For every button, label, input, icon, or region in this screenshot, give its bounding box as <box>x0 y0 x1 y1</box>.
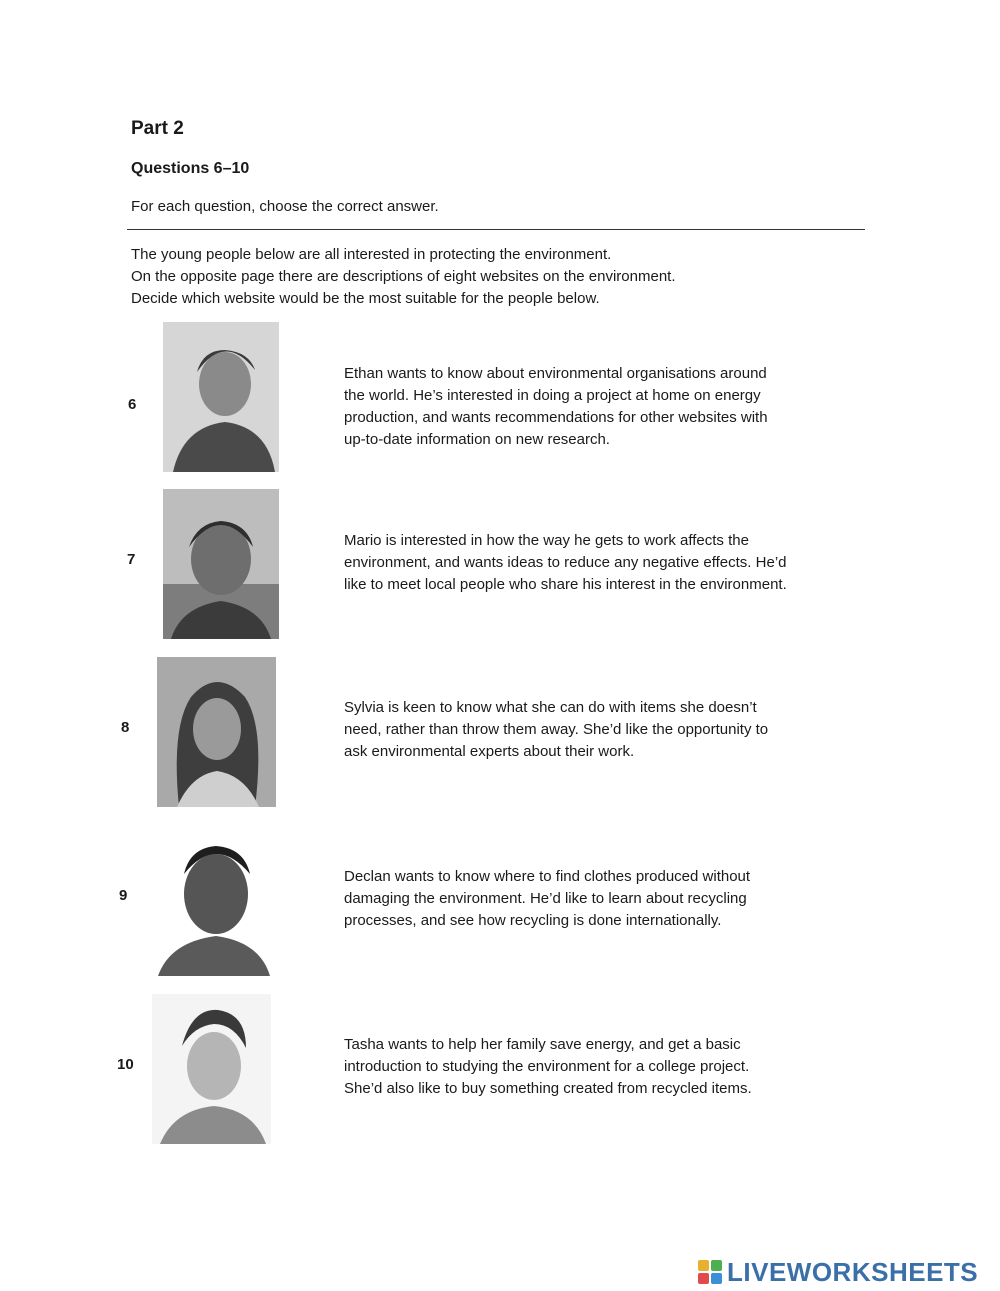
portrait-icon <box>163 322 279 472</box>
logo-square <box>711 1273 722 1284</box>
person-photo <box>152 994 271 1144</box>
intro-line: The young people below are all interested in protecting the environment. <box>131 246 612 263</box>
description-8 <box>344 697 884 763</box>
description-line: damaging the environment. He’d like to learn about recycling <box>344 890 747 907</box>
person-photo <box>163 322 279 472</box>
person-photo <box>154 826 273 976</box>
person-photo <box>157 657 276 807</box>
description-line: processes, and see how recycling is done internationally. <box>344 912 722 929</box>
description-line: the world. He’s interested in doing a project at home on energy <box>344 387 761 404</box>
divider <box>127 229 865 230</box>
question-number: 6 <box>128 396 137 413</box>
description-line: like to meet local people who share his interest in the environment. <box>344 576 787 593</box>
logo-grid-icon <box>698 1260 722 1284</box>
description-10 <box>344 1034 884 1100</box>
description-6 <box>344 363 884 451</box>
description-line: Mario is interested in how the way he gets to work affects the <box>344 532 749 549</box>
question-number: 7 <box>127 551 136 568</box>
liveworksheets-logo <box>698 1257 978 1287</box>
brand-name: LIVEWORKSHEETS <box>727 1256 979 1287</box>
description-line: Sylvia is keen to know what she can do with items she doesn’t <box>344 699 757 716</box>
description-7 <box>344 530 884 596</box>
portrait-icon <box>152 994 271 1144</box>
description-line: up-to-date information on new research. <box>344 431 610 448</box>
description-line: Declan wants to know where to find clothes produced without <box>344 868 751 885</box>
portrait-icon <box>163 489 279 639</box>
portrait-icon <box>157 657 276 807</box>
logo-square <box>711 1260 722 1271</box>
description-9 <box>344 866 884 932</box>
question-number: 10 <box>117 1056 134 1073</box>
intro-paragraph <box>131 244 676 310</box>
description-line: environment, and wants ideas to reduce any negative effects. He’d <box>344 554 787 571</box>
description-line: Ethan wants to know about environmental organisations around <box>344 365 767 382</box>
questions-range: Questions 6–10 <box>131 160 250 177</box>
intro-line: Decide which website would be the most suitable for the people below. <box>131 290 600 307</box>
description-line: production, and wants recommendations for other websites with <box>344 409 768 426</box>
description-line: She’d also like to buy something created from recycled items. <box>344 1080 752 1097</box>
part-title: Part 2 <box>131 118 184 139</box>
description-line: Tasha wants to help her family save energy, and get a basic <box>344 1036 741 1053</box>
description-line: ask environmental experts about their work. <box>344 743 635 760</box>
description-line: need, rather than throw them away. She’d like the opportunity to <box>344 721 769 738</box>
question-number: 9 <box>119 887 128 904</box>
description-line: introduction to studying the environment for a college project. <box>344 1058 750 1075</box>
person-photo <box>163 489 279 639</box>
logo-square <box>698 1260 709 1271</box>
portrait-icon <box>154 826 273 976</box>
question-number: 8 <box>121 719 130 736</box>
instruction-text: For each question, choose the correct answer. <box>131 198 439 215</box>
logo-square <box>698 1273 709 1284</box>
intro-line: On the opposite page there are descriptions of eight websites on the environment. <box>131 268 676 285</box>
